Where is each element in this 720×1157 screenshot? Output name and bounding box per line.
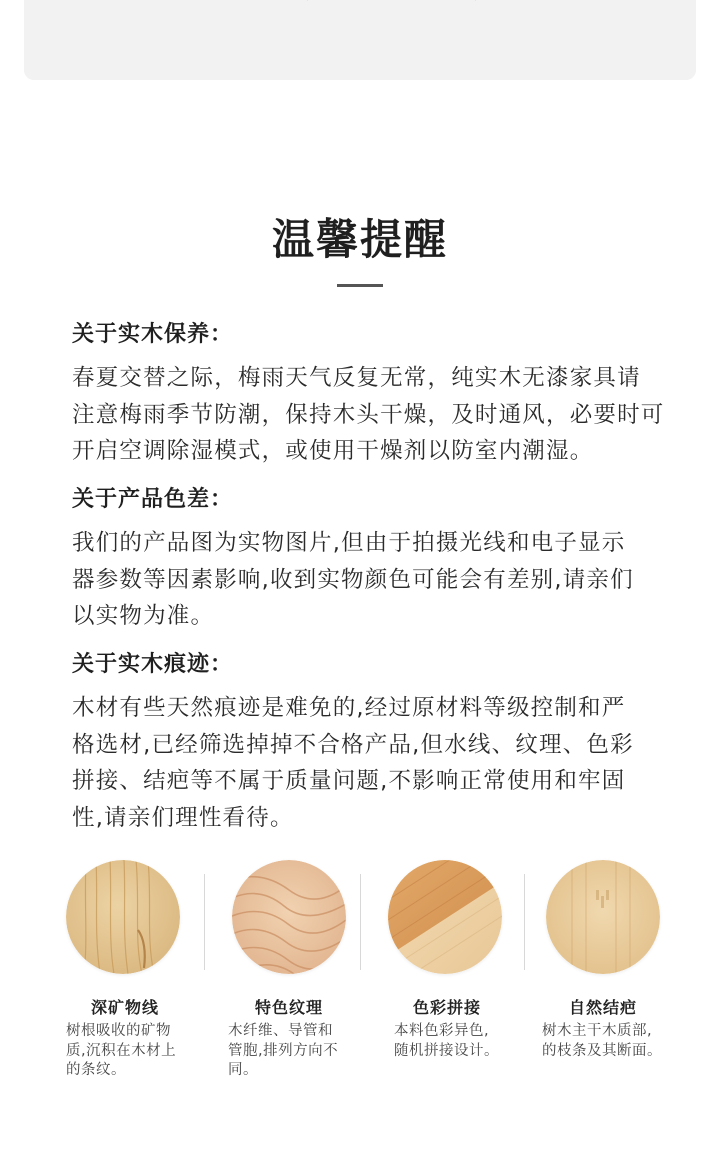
feature-title: 特色纹理	[254, 998, 323, 1017]
desc-line: 树根吸收的矿物	[66, 1023, 171, 1039]
feature-title: 色彩拼接	[412, 998, 481, 1017]
desc-line: 质,沉积在木材上	[66, 1042, 177, 1059]
body-line: 开启空调除湿模式，或使用干燥剂以防室内潮湿。	[72, 438, 594, 464]
body-line: 性,请亲们理性看待。	[72, 804, 294, 831]
body-line: 注意梅雨季节防潮，保持木头干燥，及时通风，必要时可	[72, 401, 665, 428]
section-wood-care	[72, 320, 672, 470]
body-line: 器参数等因素影响,收到实物颜色可能会有差别,请亲们	[72, 566, 634, 593]
desc-line: 同。	[228, 1062, 258, 1078]
body-line: 木材有些天然痕迹是难免的,经过原材料等级控制和严	[72, 695, 626, 721]
wood-features	[50, 860, 690, 1100]
desc-line: 树木主干木质部,	[542, 1023, 653, 1039]
page-title: 温馨提醒	[271, 215, 448, 264]
section-body	[72, 690, 672, 836]
section-color-difference	[72, 485, 672, 635]
feature-divider	[524, 874, 525, 970]
section-body	[72, 525, 672, 635]
desc-line: 木纤维、导管和	[228, 1023, 333, 1039]
wood-grain-icon	[232, 860, 346, 974]
section-wood-marks	[72, 650, 672, 836]
body-line: 我们的产品图为实物图片,但由于拍摄光线和电子显示	[72, 530, 626, 556]
desc-line: 的条纹。	[66, 1062, 126, 1078]
section-heading: 关于实木保养：	[72, 322, 234, 347]
previous-info-card	[24, 0, 696, 80]
wood-mineral-line-icon	[66, 860, 180, 974]
wood-knot-icon	[546, 860, 660, 974]
feature-title: 自然结疤	[568, 998, 637, 1017]
feature-description	[228, 1022, 338, 1081]
desc-line: 本料色彩异色,	[394, 1023, 490, 1039]
title-underline	[337, 284, 383, 287]
feature-description	[394, 1022, 499, 1061]
body-line: 以实物为准。	[72, 603, 215, 629]
wood-color-splice-icon	[388, 860, 502, 974]
section-body	[72, 360, 672, 470]
body-line: 春夏交替之际，梅雨天气反复无常，纯实木无漆家具请	[72, 365, 641, 391]
body-line: 拼接、结疤等不属于质量问题,不影响正常使用和牢固	[72, 768, 626, 794]
desc-line: 的枝条及其断面。	[542, 1042, 662, 1059]
desc-line: 管胞,排列方向不	[228, 1042, 339, 1059]
feature-title: 深矿物线	[90, 998, 159, 1017]
size-error-note	[24, 0, 696, 1]
desc-line: 随机拼接设计。	[394, 1042, 499, 1059]
feature-description	[542, 1022, 662, 1061]
body-line: 格选材,已经筛选掉掉不合格产品,但水线、纹理、色彩	[72, 731, 634, 758]
section-heading: 关于实木痕迹：	[72, 652, 234, 677]
section-heading: 关于产品色差：	[72, 487, 234, 512]
feature-divider	[360, 874, 361, 970]
feature-divider	[204, 874, 205, 970]
feature-description	[66, 1022, 176, 1081]
